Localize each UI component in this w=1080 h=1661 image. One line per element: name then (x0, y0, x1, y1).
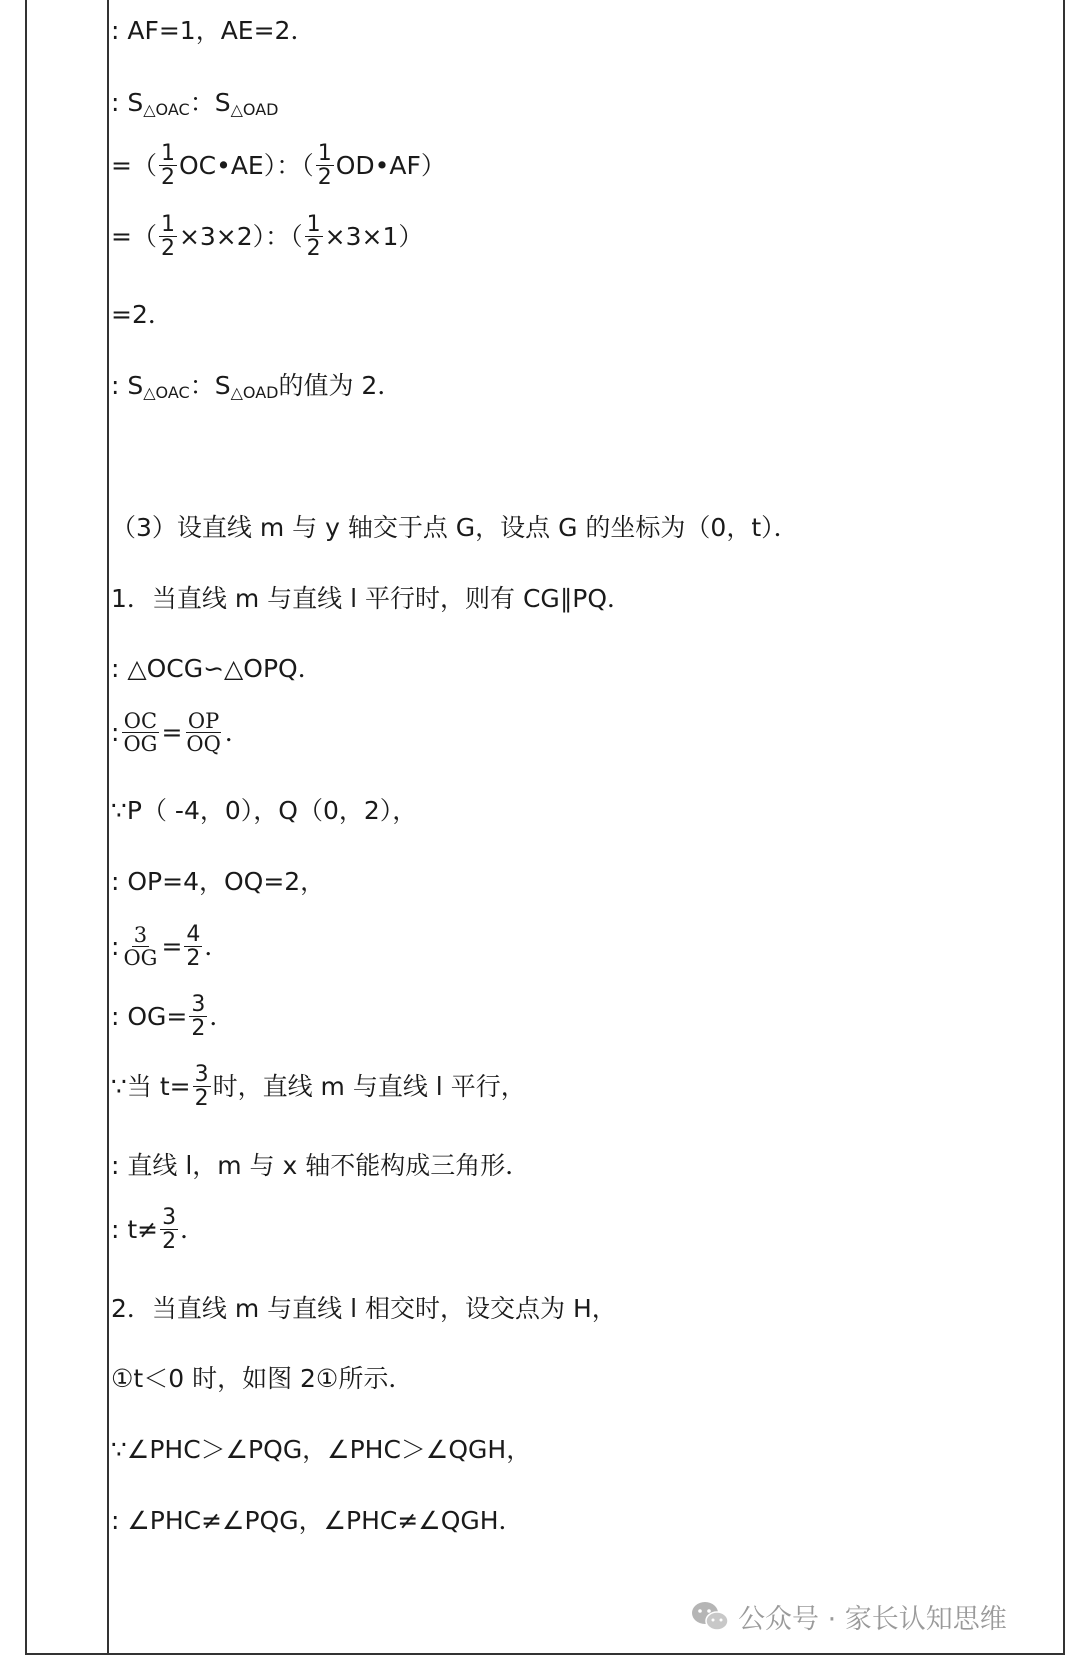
subcase-1-heading: ①t＜0 时，如图 2①所示． (111, 1364, 414, 1393)
part-3-heading: （3）设直线 m 与 y 轴交于点 G，设点 G 的坐标为（0，t）． (111, 513, 799, 542)
solution-line-lengths: : OP=4，OQ=2， (111, 867, 326, 896)
fraction: $\frac{OC}{OG}$ (123, 709, 158, 757)
solution-line-conclusion: : S △OAC ：S △OAD 的值为 2． (111, 371, 403, 402)
table-border-left (25, 0, 27, 1655)
solution-line-af-ae: : AF=1，AE=2． (111, 16, 316, 45)
fraction: $\frac{3}{2}$ (162, 1205, 177, 1255)
watermark (690, 1597, 1007, 1636)
solution-line-result: =2． (111, 300, 173, 329)
solution-line-area-numeric: =（ $\frac{1}{2}$ ×3×2）：（ $\frac{1}{2}$ ×3×1） (111, 212, 424, 262)
fraction: $\frac{3}{2}$ (194, 1062, 209, 1112)
case-1-heading: 1．当直线 m 与直线 l 平行时，则有 CG∥PQ． (111, 584, 633, 613)
solution-line-no-triangle: : 直线 l，m 与 x 轴不能构成三角形． (111, 1151, 531, 1180)
fraction: $\frac{1}{2}$ (160, 212, 175, 262)
solution-line-t-not-equal: : t≠ $\frac{3}{2}$ ． (111, 1205, 206, 1255)
solution-line-angle-compare: ∵∠PHC＞∠PQG，∠PHC＞∠QGH， (111, 1435, 532, 1464)
solution-line-substitute: : $\frac{3}{OG}$ = $\frac{4}{2}$ ． (111, 922, 230, 972)
fraction: $\frac{3}{2}$ (191, 992, 206, 1042)
fraction: $\frac{1}{2}$ (306, 212, 321, 262)
solution-line-area-formula: =（ $\frac{1}{2}$ OC•AE）：（ $\frac{1}{2}$ OD•AF） (111, 141, 446, 191)
table-column-divider (107, 0, 109, 1655)
watermark-text: 公众号 · 家长认知思维 (738, 1604, 1007, 1635)
solution-line-angle-not-equal: : ∠PHC≠∠PQG，∠PHC≠∠QGH． (111, 1506, 524, 1535)
solution-line-ratio: : $\frac{OC}{OG}$ = $\frac{OP}{OQ}$ ． (111, 709, 250, 757)
fraction: $\frac{OP}{OQ}$ (186, 709, 221, 757)
fraction: $\frac{1}{2}$ (317, 141, 332, 191)
solution-line-similar: : △OCG∽△OPQ． (111, 654, 323, 683)
solution-line-points: ∵P（ -4，0），Q（0，2）， (111, 796, 418, 825)
table-border-bottom (25, 1653, 1065, 1655)
fraction: $\frac{4}{2}$ (186, 922, 201, 972)
fraction: $\frac{3}{OG}$ (123, 923, 158, 971)
case-2-heading: 2．当直线 m 与直线 l 相交时，设交点为 H， (111, 1294, 617, 1323)
fraction: $\frac{1}{2}$ (160, 141, 175, 191)
wechat-icon (690, 1600, 730, 1634)
solution-line-area-ratio: : S △OAC ：S △OAD (111, 88, 279, 119)
solution-line-og: : OG= $\frac{3}{2}$ ． (111, 992, 235, 1042)
table-border-right (1063, 0, 1065, 1655)
solution-line-parallel-case: ∵当 t= $\frac{3}{2}$ 时，直线 m 与直线 l 平行， (111, 1062, 526, 1112)
